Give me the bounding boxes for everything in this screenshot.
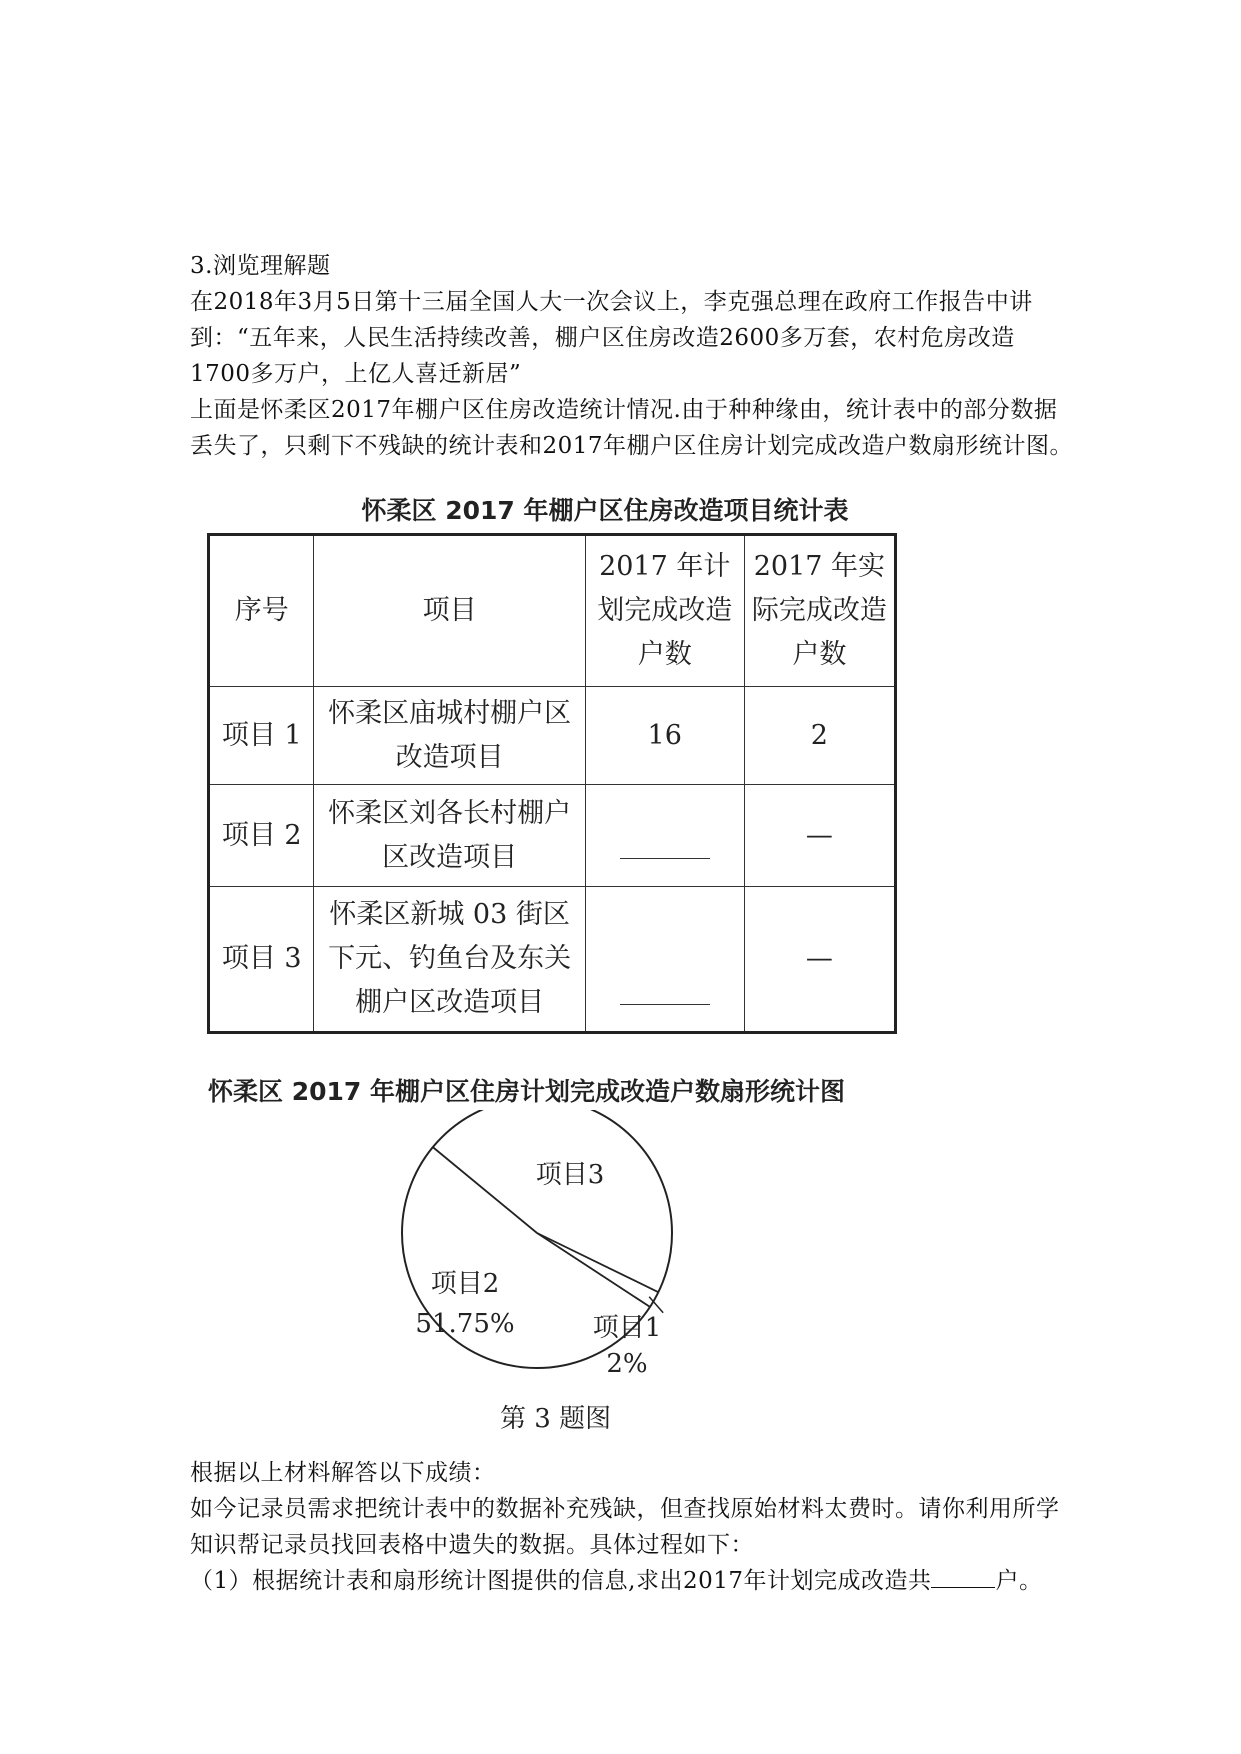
questions-task: 如今记录员需求把统计表中的数据补充残缺，但查找原始材料太费时。请你利用所学知识帮记录员找回表格中遗失的数据。具体过程如下： bbox=[190, 1496, 1060, 1558]
questions-section bbox=[190, 1455, 1075, 1599]
table-row bbox=[209, 687, 896, 785]
pie-slice-boundary-3 bbox=[433, 1147, 537, 1233]
row3-no: 项目 3 bbox=[209, 887, 314, 1033]
question-1-suffix: 户。 bbox=[995, 1568, 1043, 1594]
figure-caption: 第 3 题图 bbox=[500, 1404, 612, 1434]
header-item: 项目 bbox=[314, 535, 585, 687]
table-title: 怀柔区 2017 年棚户区住房改造项目统计表 bbox=[361, 496, 849, 525]
header-actual: 2017 年实际完成改造户数 bbox=[744, 535, 895, 687]
chart-title: 怀柔区 2017 年棚户区住房计划完成改造户数扇形统计图 bbox=[208, 1077, 845, 1106]
row1-no: 项目 1 bbox=[209, 687, 314, 785]
questions-lead: 根据以上材料解答以下成绩： bbox=[190, 1460, 496, 1486]
row3-actual: — bbox=[744, 887, 895, 1033]
row1-plan: 16 bbox=[585, 687, 744, 785]
row3-plan-blank bbox=[620, 996, 710, 1005]
pie-label-item1: 项目1 bbox=[592, 1313, 662, 1343]
intro-section bbox=[190, 248, 1075, 464]
row2-plan-blank bbox=[620, 850, 710, 859]
pie-label-item2: 项目2 bbox=[430, 1269, 500, 1299]
header-plan: 2017 年计划完成改造户数 bbox=[585, 535, 744, 687]
table-header-row bbox=[209, 535, 896, 687]
header-no: 序号 bbox=[209, 535, 314, 687]
pie-slice-boundary-2 bbox=[537, 1233, 650, 1307]
row2-plan-cell bbox=[585, 785, 744, 887]
intro-paragraph-1: 在2018年3月5日第十三届全国人大一次会议上，李克强总理在政府工作报告中讲到：“五年来，人民生活持续改善，棚户区住房改造2600多万套，农村危房改造1700多万户，上亿人喜迁新居” bbox=[190, 289, 1033, 387]
pie-value-item1: 2% bbox=[606, 1349, 648, 1379]
row1-item: 怀柔区庙城村棚户区改造项目 bbox=[314, 687, 585, 785]
intro-paragraph-2: 上面是怀柔区2017年棚户区住房改造统计情况.由于种种缘由，统计表中的部分数据丢失了，只剩下不残缺的统计表和2017年棚户区住房计划完成改造户数扇形统计图。 bbox=[190, 397, 1074, 459]
pie-label-item3: 项目3 bbox=[535, 1160, 605, 1190]
question-1 bbox=[190, 1563, 1075, 1599]
row2-actual: — bbox=[744, 785, 895, 887]
question-1-prefix: （1）根据统计表和扇形统计图提供的信息,求出2017年计划完成改造共 bbox=[190, 1568, 932, 1594]
table-row bbox=[209, 785, 896, 887]
row2-no: 项目 2 bbox=[209, 785, 314, 887]
pie-value-item2: 51.75% bbox=[415, 1309, 515, 1339]
pie-labels bbox=[415, 1160, 663, 1379]
row3-plan-cell bbox=[585, 887, 744, 1033]
question-1-answer-blank[interactable] bbox=[931, 1565, 995, 1588]
statistics-table bbox=[207, 533, 897, 1034]
row1-actual: 2 bbox=[744, 687, 895, 785]
row3-item: 怀柔区新城 03 街区下元、钓鱼台及东关棚户区改造项目 bbox=[314, 887, 585, 1033]
table-row bbox=[209, 887, 896, 1033]
pie-slice-boundary-1 bbox=[537, 1233, 658, 1292]
question-heading: 3.浏览理解题 bbox=[190, 253, 331, 279]
row2-item: 怀柔区刘各长村棚户区改造项目 bbox=[314, 785, 585, 887]
